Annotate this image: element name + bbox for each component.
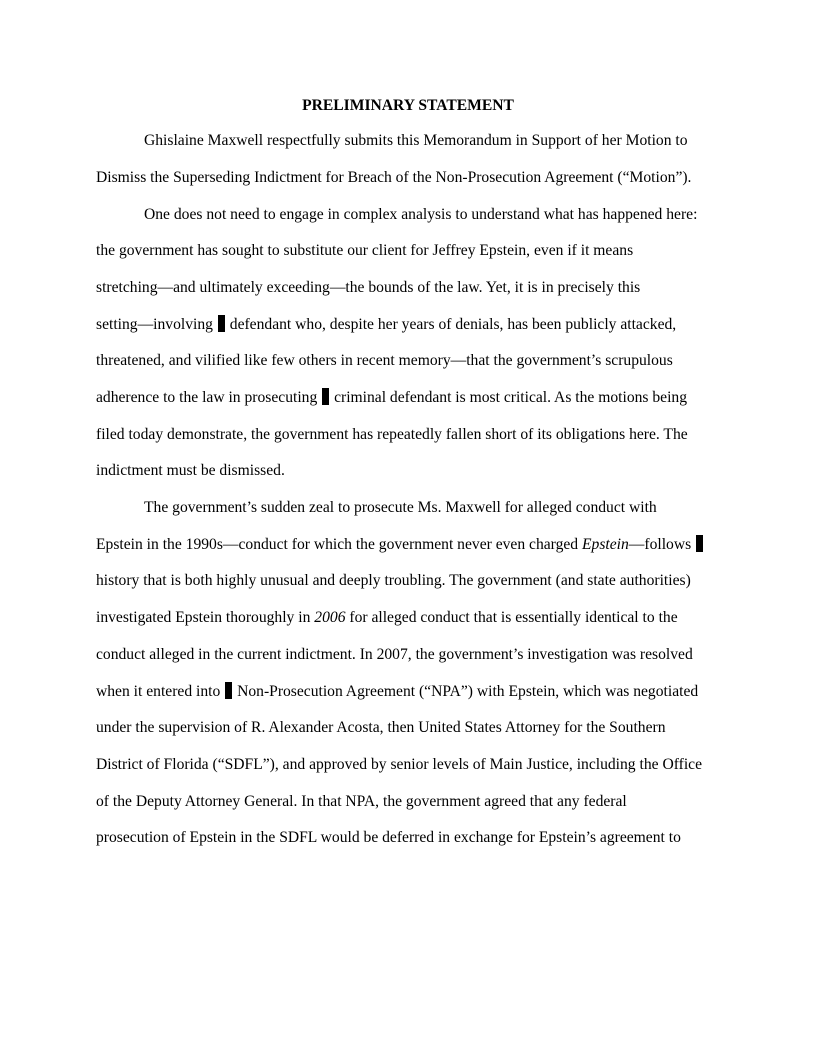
text-segment: investigated Epstein thoroughly in — [96, 609, 311, 626]
text-segment: Epstein in the 1990s—conduct for which the government never even charged — [96, 536, 579, 553]
text-segment: criminal defendant is most critical. As the motions being — [334, 389, 688, 406]
section-heading: PRELIMINARY STATEMENT — [302, 97, 514, 114]
paragraph-2-line-1: One does not need to engage in complex analysis to understand what has happened here: — [144, 206, 698, 223]
text-segment: adherence to the law in prosecuting — [96, 389, 318, 406]
paragraph-2-line-4 — [96, 315, 676, 335]
paragraph-3-line-10: prosecution of Epstein in the SDFL would be deferred in exchange for Epstein’s agreement to — [96, 829, 681, 846]
paragraph-2-line-3: stretching—and ultimately exceeding—the bounds of the law. Yet, it is in precisely this — [96, 279, 641, 296]
paragraph-2-line-2: the government has sought to substitute our client for Jeffrey Epstein, even if it means — [96, 242, 634, 259]
paragraph-1-line-1: Ghislaine Maxwell respectfully submits this Memorandum in Support of her Motion to — [144, 132, 688, 149]
redaction-mark — [218, 315, 225, 332]
redaction-mark — [696, 535, 703, 552]
paragraph-2-line-5: threatened, and vilified like few others in recent memory—that the government’s scrupulous — [96, 352, 673, 369]
paragraph-3-line-7: under the supervision of R. Alexander Acosta, then United States Attorney for the Southern — [96, 719, 666, 736]
paragraph-1-line-2: Dismiss the Superseding Indictment for Breach of the Non-Prosecution Agreement (“Motion”). — [96, 169, 692, 186]
paragraph-3-line-4 — [96, 608, 678, 628]
redaction-mark — [225, 682, 232, 699]
text-segment: for alleged conduct that is essentially identical to the — [349, 609, 678, 626]
text-segment: Non-Prosecution Agreement (“NPA”) with Epstein, which was negotiated — [237, 683, 699, 700]
text-segment: when it entered into — [96, 683, 221, 700]
paragraph-3-line-5: conduct alleged in the current indictment. In 2007, the government’s investigation was resolved — [96, 646, 693, 663]
redaction-mark — [322, 388, 329, 405]
italic-text: Epstein — [582, 536, 629, 553]
italic-text: 2006 — [314, 609, 346, 626]
paragraph-3-line-9: of the Deputy Attorney General. In that NPA, the government agreed that any federal — [96, 793, 627, 810]
paragraph-3-line-6 — [96, 682, 698, 702]
paragraph-2-line-6 — [96, 388, 687, 408]
text-segment: —follows — [628, 536, 692, 553]
text-segment: defendant who, despite her years of denials, has been publicly attacked, — [229, 316, 677, 333]
paragraph-2-line-7: filed today demonstrate, the government has repeatedly fallen short of its obligations here. The — [96, 426, 688, 443]
text-segment: setting—involving — [96, 316, 213, 333]
paragraph-3-line-3: history that is both highly unusual and deeply troubling. The government (and state authorities) — [96, 572, 691, 589]
paragraph-2-line-8: indictment must be dismissed. — [96, 462, 285, 479]
paragraph-3-line-2 — [96, 535, 704, 555]
paragraph-3-line-8: District of Florida (“SDFL”), and approved by senior levels of Main Justice, including the Office — [96, 756, 702, 773]
paragraph-3-line-1: The government’s sudden zeal to prosecute Ms. Maxwell for alleged conduct with — [144, 499, 657, 516]
